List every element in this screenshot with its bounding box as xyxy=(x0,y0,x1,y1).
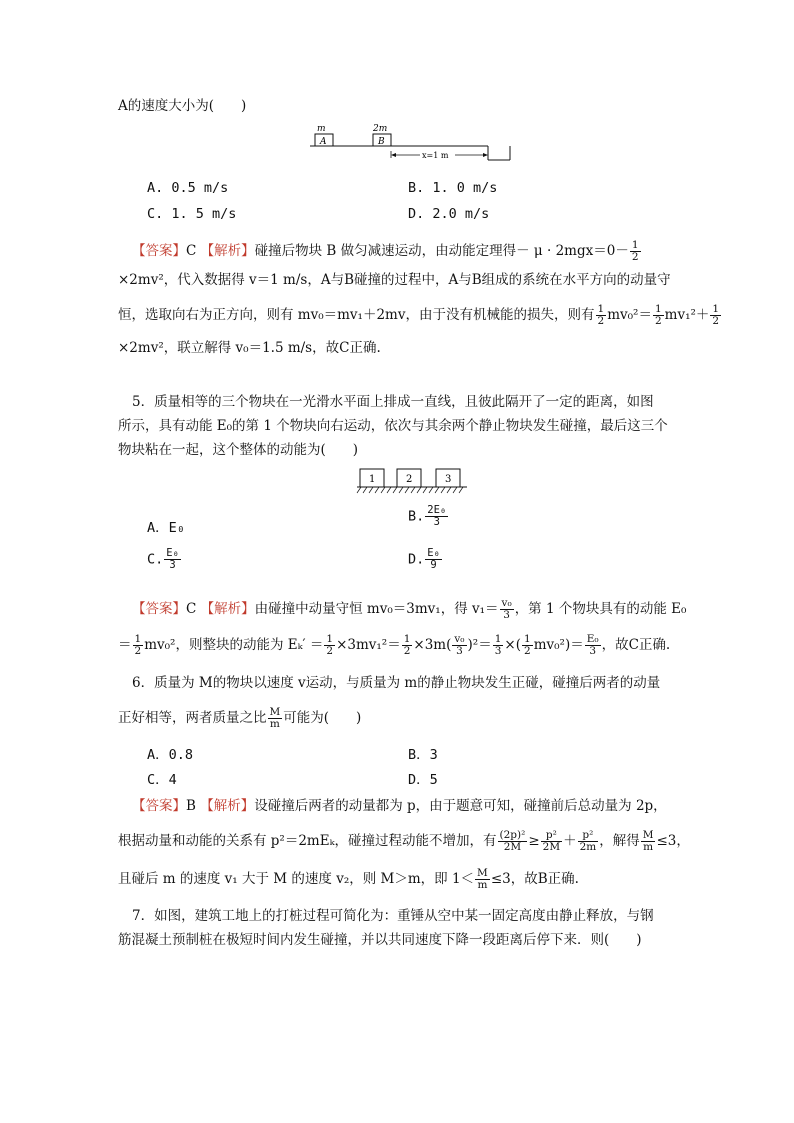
q5-option-d: D. $\frac{\text{E₀}}{9}$ xyxy=(408,547,440,571)
q4-mass-b: 2m xyxy=(373,124,388,134)
q4-distance: x=1 m xyxy=(422,151,449,160)
q6-answer-value: B xyxy=(186,798,196,814)
q5-block-2-label: 2 xyxy=(406,474,413,485)
q4-answer-line-4: ×2mv²，联立解得 v₀＝1.5 m/s，故C正确. xyxy=(118,340,381,356)
q4-figure xyxy=(305,120,520,164)
q5-answer-line-2: ＝ $\frac{1}{2}$ mv₀²，则整块的动能为 Eₖ′ ＝ $\frac{1}{2}$ ×3mv₁²＝ $\frac{1}{2}$ ×3m( $\frac{\text{v₀}}{3}$ )²＝ $\frac{1}{3}$ ×( $\frac{1}{2}$ mv₀²)＝ $\frac{\text{E₀}}{3}$ ，故C正确. xyxy=(118,633,671,657)
answer-tag: 【答案】 xyxy=(132,798,186,814)
q7-stem-line-1: 7．如图，建筑工地上的打桩过程可简化为：重锤从空中某一固定高度由静止释放，与钢 xyxy=(132,908,654,924)
q4-option-d: D. 2.0 m/s xyxy=(408,206,490,222)
q5-block-3-label: 3 xyxy=(445,474,452,485)
q5-option-a: A．E₀ xyxy=(147,520,185,536)
q6-stem-line-1: 6．质量为 M的物块以速度 v运动，与质量为 m的静止物块发生正碰，碰撞后两者的动量 xyxy=(132,675,661,691)
fraction-half: $\frac{1}{2}$ xyxy=(597,303,605,327)
analysis-tag: 【解析】 xyxy=(200,601,255,617)
fraction-half: $\frac{1}{2}$ xyxy=(631,239,639,263)
answer-tag: 【答案】 xyxy=(132,601,186,617)
fraction-half: $\frac{1}{2}$ xyxy=(654,303,662,327)
q5-stem-line-2: 所示，具有动能 E₀的第 1 个物块向右运动，依次与其余两个静止物块发生碰撞，最后这三个 xyxy=(118,418,668,434)
q5-option-b: B. $\frac{\text{2E₀}}{3}$ xyxy=(408,504,447,528)
q4-analysis-text: 碰撞后物块 B 做匀减速运动，由动能定理得－ μ · 2mgx＝0－ xyxy=(254,243,629,259)
q4-answer-line-1 xyxy=(132,240,642,263)
q5-stem-line-1: 5．质量相等的三个物块在一光滑水平面上排成一直线，且彼此隔开了一定的距离，如图 xyxy=(132,394,654,410)
q5-answer-line-1: 【答案】C 【解析】由碰撞中动量守恒 mv₀＝3mv₁，得 v₁＝ $\frac{\text{v₀}}{3}$ ，第 1 个物块具有的动能 E₀ xyxy=(132,597,687,621)
q4-option-a: A. 0.5 m/s xyxy=(147,180,229,196)
q7-stem-line-2: 筋混凝土预制桩在极短时间内发生碰撞，并以共同速度下降一段距离后停下来．则( ) xyxy=(118,932,642,948)
q6-stem-line-2: 正好相等，两者质量之比 $\frac{M}{m}$ 可能为( ) xyxy=(118,706,362,730)
fraction-half: $\frac{1}{2}$ xyxy=(712,303,720,327)
q6-option-c: C．4 xyxy=(147,772,177,788)
q4-option-c: C. 1. 5 m/s xyxy=(147,206,237,222)
q6-option-d: D．5 xyxy=(408,772,438,788)
q4-answer-line-3: 恒，选取向右为正方向，则有 mv₀＝mv₁＋2mv，由于没有机械能的损失，则有 $\frac{1}{2}$ mv₀²＝ $\frac{1}{2}$ mv₁²＋ $\frac{1}{2}$ xyxy=(118,303,720,327)
q6-answer-line-1: 【答案】B 【解析】设碰撞后两者的动量都为 p，由于题意可知，碰撞前后总动量为 2p， xyxy=(132,798,667,814)
answer-tag: 【答案】 xyxy=(132,243,186,259)
analysis-tag: 【解析】 xyxy=(200,243,255,259)
q5-option-c: C. $\frac{\text{E₀}}{3}$ xyxy=(147,547,179,571)
q6-answer-line-3: 且碰后 m 的速度 v₁ 大于 M 的速度 v₂，则 M＞m，即 1＜ $\frac{M}{m}$ ≤3，故B正确. xyxy=(118,867,579,891)
q4-label-a: A xyxy=(320,137,327,147)
q5-block-1-label: 1 xyxy=(369,474,376,485)
q6-option-b: B．3 xyxy=(408,747,438,763)
q5-stem-line-3: 物块粘在一起，这个整体的动能为( ) xyxy=(118,442,359,458)
q5-figure xyxy=(355,466,470,496)
q4-answer-value: C xyxy=(186,243,197,259)
q4-option-b: B. 1. 0 m/s xyxy=(408,180,498,196)
q6-answer-line-2: 根据动量和动能的关系有 p²＝2mEₖ，碰撞过程动能不增加，有 $\frac{\text{(2p)²}}{2M}$ ≥ $\frac{\text{p²}}{2M}$ ＋ $\frac{\text{p²}}{2m}$ ，解得 $\frac{M}{m}$ ≤3， xyxy=(118,829,690,853)
q4-answer-line-2: ×2mv²，代入数据得 v＝1 m/s，A与B碰撞的过程中，A与B组成的系统在水平方向的动量守 xyxy=(118,272,671,288)
q4-label-b: B xyxy=(378,137,385,147)
q4-mass-a: m xyxy=(317,124,326,134)
q4-tail: A的速度大小为( ) xyxy=(118,98,247,114)
q6-option-a: A．0.8 xyxy=(147,747,194,763)
analysis-tag: 【解析】 xyxy=(200,798,255,814)
q5-answer-value: C xyxy=(186,601,197,617)
